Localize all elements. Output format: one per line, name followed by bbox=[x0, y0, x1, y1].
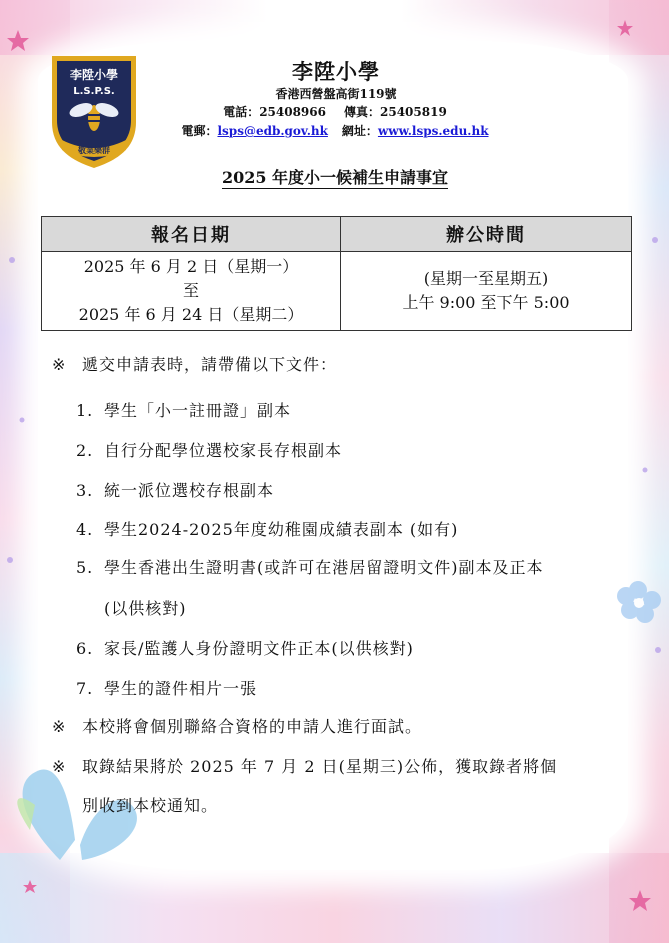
list-item: 5. 學生香港出生證明書(或許可在港居留證明文件)副本及正本 bbox=[76, 558, 544, 577]
website-link[interactable]: www.lsps.edu.hk bbox=[377, 124, 489, 138]
schedule-table bbox=[41, 216, 632, 331]
document-title: 2025 年度小一候補生申請事宜 bbox=[221, 168, 449, 187]
email-label: 電郵： bbox=[181, 124, 218, 138]
documents-note: ※ 遞交申請表時，請帶備以下文件： bbox=[52, 355, 338, 374]
phone-fax-line bbox=[180, 103, 490, 120]
list-item-continuation: (以供核對) bbox=[104, 599, 187, 618]
school-address: 香港西營盤高街119號 bbox=[275, 87, 397, 101]
email-link[interactable]: lsps@edb.gov.hk bbox=[217, 124, 328, 138]
office-hours-cell bbox=[341, 252, 632, 331]
result-note-continuation: 別收到本校通知。 bbox=[82, 796, 219, 815]
date-to: 至 bbox=[182, 281, 199, 300]
interview-note: ※ 本校將會個別聯絡合資格的申請人進行面試。 bbox=[52, 717, 423, 736]
list-item: 1. 學生「小一註冊證」副本 bbox=[76, 401, 292, 420]
header-office-hours: 辦公時間 bbox=[341, 217, 632, 252]
date-end: 2025 年 6 月 24 日（星期二） bbox=[78, 305, 304, 324]
svg-text:敬業樂群: 敬業樂群 bbox=[78, 146, 110, 155]
fax-text: 傳真：25405819 bbox=[344, 105, 447, 119]
office-time: 上午 9:00 至下午 5:00 bbox=[402, 293, 570, 312]
phone-text: 電話：25408966 bbox=[223, 105, 326, 119]
svg-text:L.S.P.S.: L.S.P.S. bbox=[73, 86, 115, 97]
result-note: ※ 取錄結果將於 2025 年 7 月 2 日(星期三)公佈，獲取錄者將個 bbox=[52, 757, 558, 776]
school-logo bbox=[48, 52, 140, 170]
office-days: (星期一至星期五) bbox=[423, 269, 549, 288]
date-start: 2025 年 6 月 2 日（星期一） bbox=[83, 257, 299, 276]
list-item: 6. 家長/監護人身份證明文件正本(以供核對) bbox=[76, 639, 414, 658]
list-item: 2. 自行分配學位選校家長存根副本 bbox=[76, 441, 343, 460]
list-item: 4. 學生2024-2025年度幼稚園成績表副本 (如有) bbox=[76, 520, 459, 539]
list-item: 3. 統一派位選校存根副本 bbox=[76, 481, 275, 500]
header-registration-date: 報名日期 bbox=[42, 217, 341, 252]
registration-dates-cell bbox=[42, 252, 341, 331]
contact-line bbox=[160, 122, 510, 139]
list-item: 7. 學生的證件相片一張 bbox=[76, 679, 258, 698]
school-name: 李陞小學 bbox=[292, 59, 380, 84]
svg-text:李陞小學: 李陞小學 bbox=[69, 68, 119, 82]
website-label: 網址： bbox=[341, 124, 378, 138]
